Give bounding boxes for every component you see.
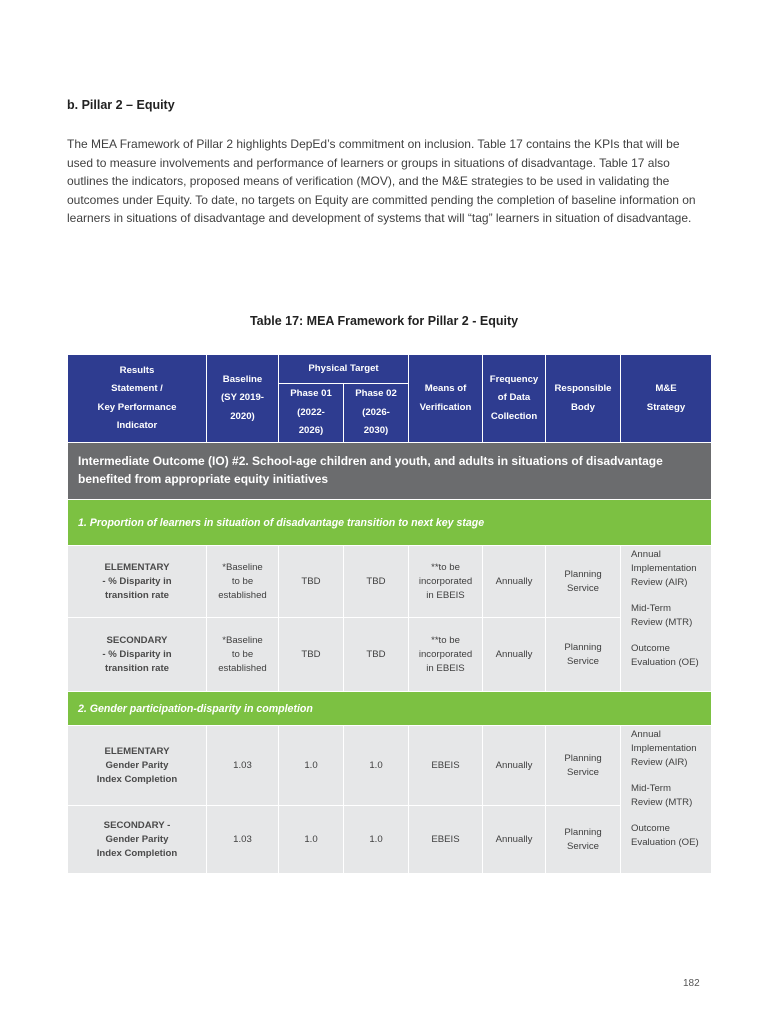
baseline-cell: *Baseline to be established: [207, 618, 279, 692]
me-strategy-item: Mid-Term Review (MTR): [631, 783, 693, 808]
kpi-group-title: 2. Gender participation-disparity in completion: [68, 692, 712, 726]
means-of-verification-cell: EBEIS: [409, 726, 483, 806]
phase01-cell: TBD: [279, 618, 344, 692]
indicator-cell: ELEMENTARY Gender Parity Index Completion: [68, 726, 207, 806]
table-caption: Table 17: MEA Framework for Pillar 2 - Equity: [249, 314, 519, 328]
phase02-cell: 1.0: [344, 726, 409, 806]
baseline-cell: *Baseline to be established: [207, 546, 279, 618]
header-me-strategy: M&E Strategy: [621, 355, 712, 443]
header-means-of-verification: Means of Verification: [409, 355, 483, 443]
phase01-cell: 1.0: [279, 806, 344, 874]
me-strategy-item: Annual Implementation Review (AIR): [631, 729, 697, 768]
intermediate-outcome-row: Intermediate Outcome (IO) #2. School-age children and youth, and adults in situations of disadvantage benefited from appropriate equity initiatives: [68, 443, 712, 500]
means-of-verification-cell: **to be incorporated in EBEIS: [409, 618, 483, 692]
responsible-body-cell: Planning Service: [546, 726, 621, 806]
page-number: 182: [683, 978, 700, 989]
me-strategy-item: Annual Implementation Review (AIR): [631, 549, 697, 588]
means-of-verification-cell: EBEIS: [409, 806, 483, 874]
me-strategy-item: Mid-Term Review (MTR): [631, 603, 693, 628]
phase02-cell: 1.0: [344, 806, 409, 874]
baseline-cell: 1.03: [207, 726, 279, 806]
indicator-cell: ELEMENTARY - % Disparity in transition rate: [68, 546, 207, 618]
indicator-cell: SECONDARY - Gender Parity Index Completion: [68, 806, 207, 874]
header-responsible-body: Responsible Body: [546, 355, 621, 443]
header-baseline: Baseline (SY 2019- 2020): [207, 355, 279, 443]
mea-framework-table: [67, 354, 712, 874]
me-strategy-item: Outcome Evaluation (OE): [631, 823, 699, 848]
responsible-body-cell: Planning Service: [546, 546, 621, 618]
me-strategy-cell: [621, 546, 712, 692]
phase01-cell: 1.0: [279, 726, 344, 806]
frequency-cell: Annually: [483, 546, 546, 618]
me-strategy-item: Outcome Evaluation (OE): [631, 643, 699, 668]
header-physical-target: Physical Target: [279, 355, 409, 384]
kpi-group-title: 1. Proportion of learners in situation of disadvantage transition to next key stage: [68, 500, 712, 546]
responsible-body-cell: Planning Service: [546, 806, 621, 874]
header-phase-01: Phase 01 (2022- 2026): [279, 384, 344, 443]
frequency-cell: Annually: [483, 806, 546, 874]
section-heading: b. Pillar 2 – Equity: [67, 98, 175, 112]
phase01-cell: TBD: [279, 546, 344, 618]
header-phase-02: Phase 02 (2026- 2030): [344, 384, 409, 443]
header-results-statement: Results Statement / Key Performance Indicator: [68, 355, 207, 443]
means-of-verification-cell: **to be incorporated in EBEIS: [409, 546, 483, 618]
me-strategy-cell: [621, 726, 712, 874]
section-intro-paragraph: The MEA Framework of Pillar 2 highlights DepEd’s commitment on inclusion. Table 17 contains the KPIs that will be used to measure involvements and performance of learners or groups in situations of disadvantage. Table 17 also outlines the indicators, proposed means of verification (MOV), and the M&E strategies to be used in validating the outcomes under Equity. To date, no targets on Equity are committed pending the completion of baseline information on learners in situations of disadvantage and development of systems that will “tag” learners in situation of disadvantage.: [67, 137, 696, 226]
frequency-cell: Annually: [483, 726, 546, 806]
phase02-cell: TBD: [344, 546, 409, 618]
indicator-cell: SECONDARY - % Disparity in transition rate: [68, 618, 207, 692]
responsible-body-cell: Planning Service: [546, 618, 621, 692]
baseline-cell: 1.03: [207, 806, 279, 874]
frequency-cell: Annually: [483, 618, 546, 692]
phase02-cell: TBD: [344, 618, 409, 692]
header-frequency: Frequency of Data Collection: [483, 355, 546, 443]
